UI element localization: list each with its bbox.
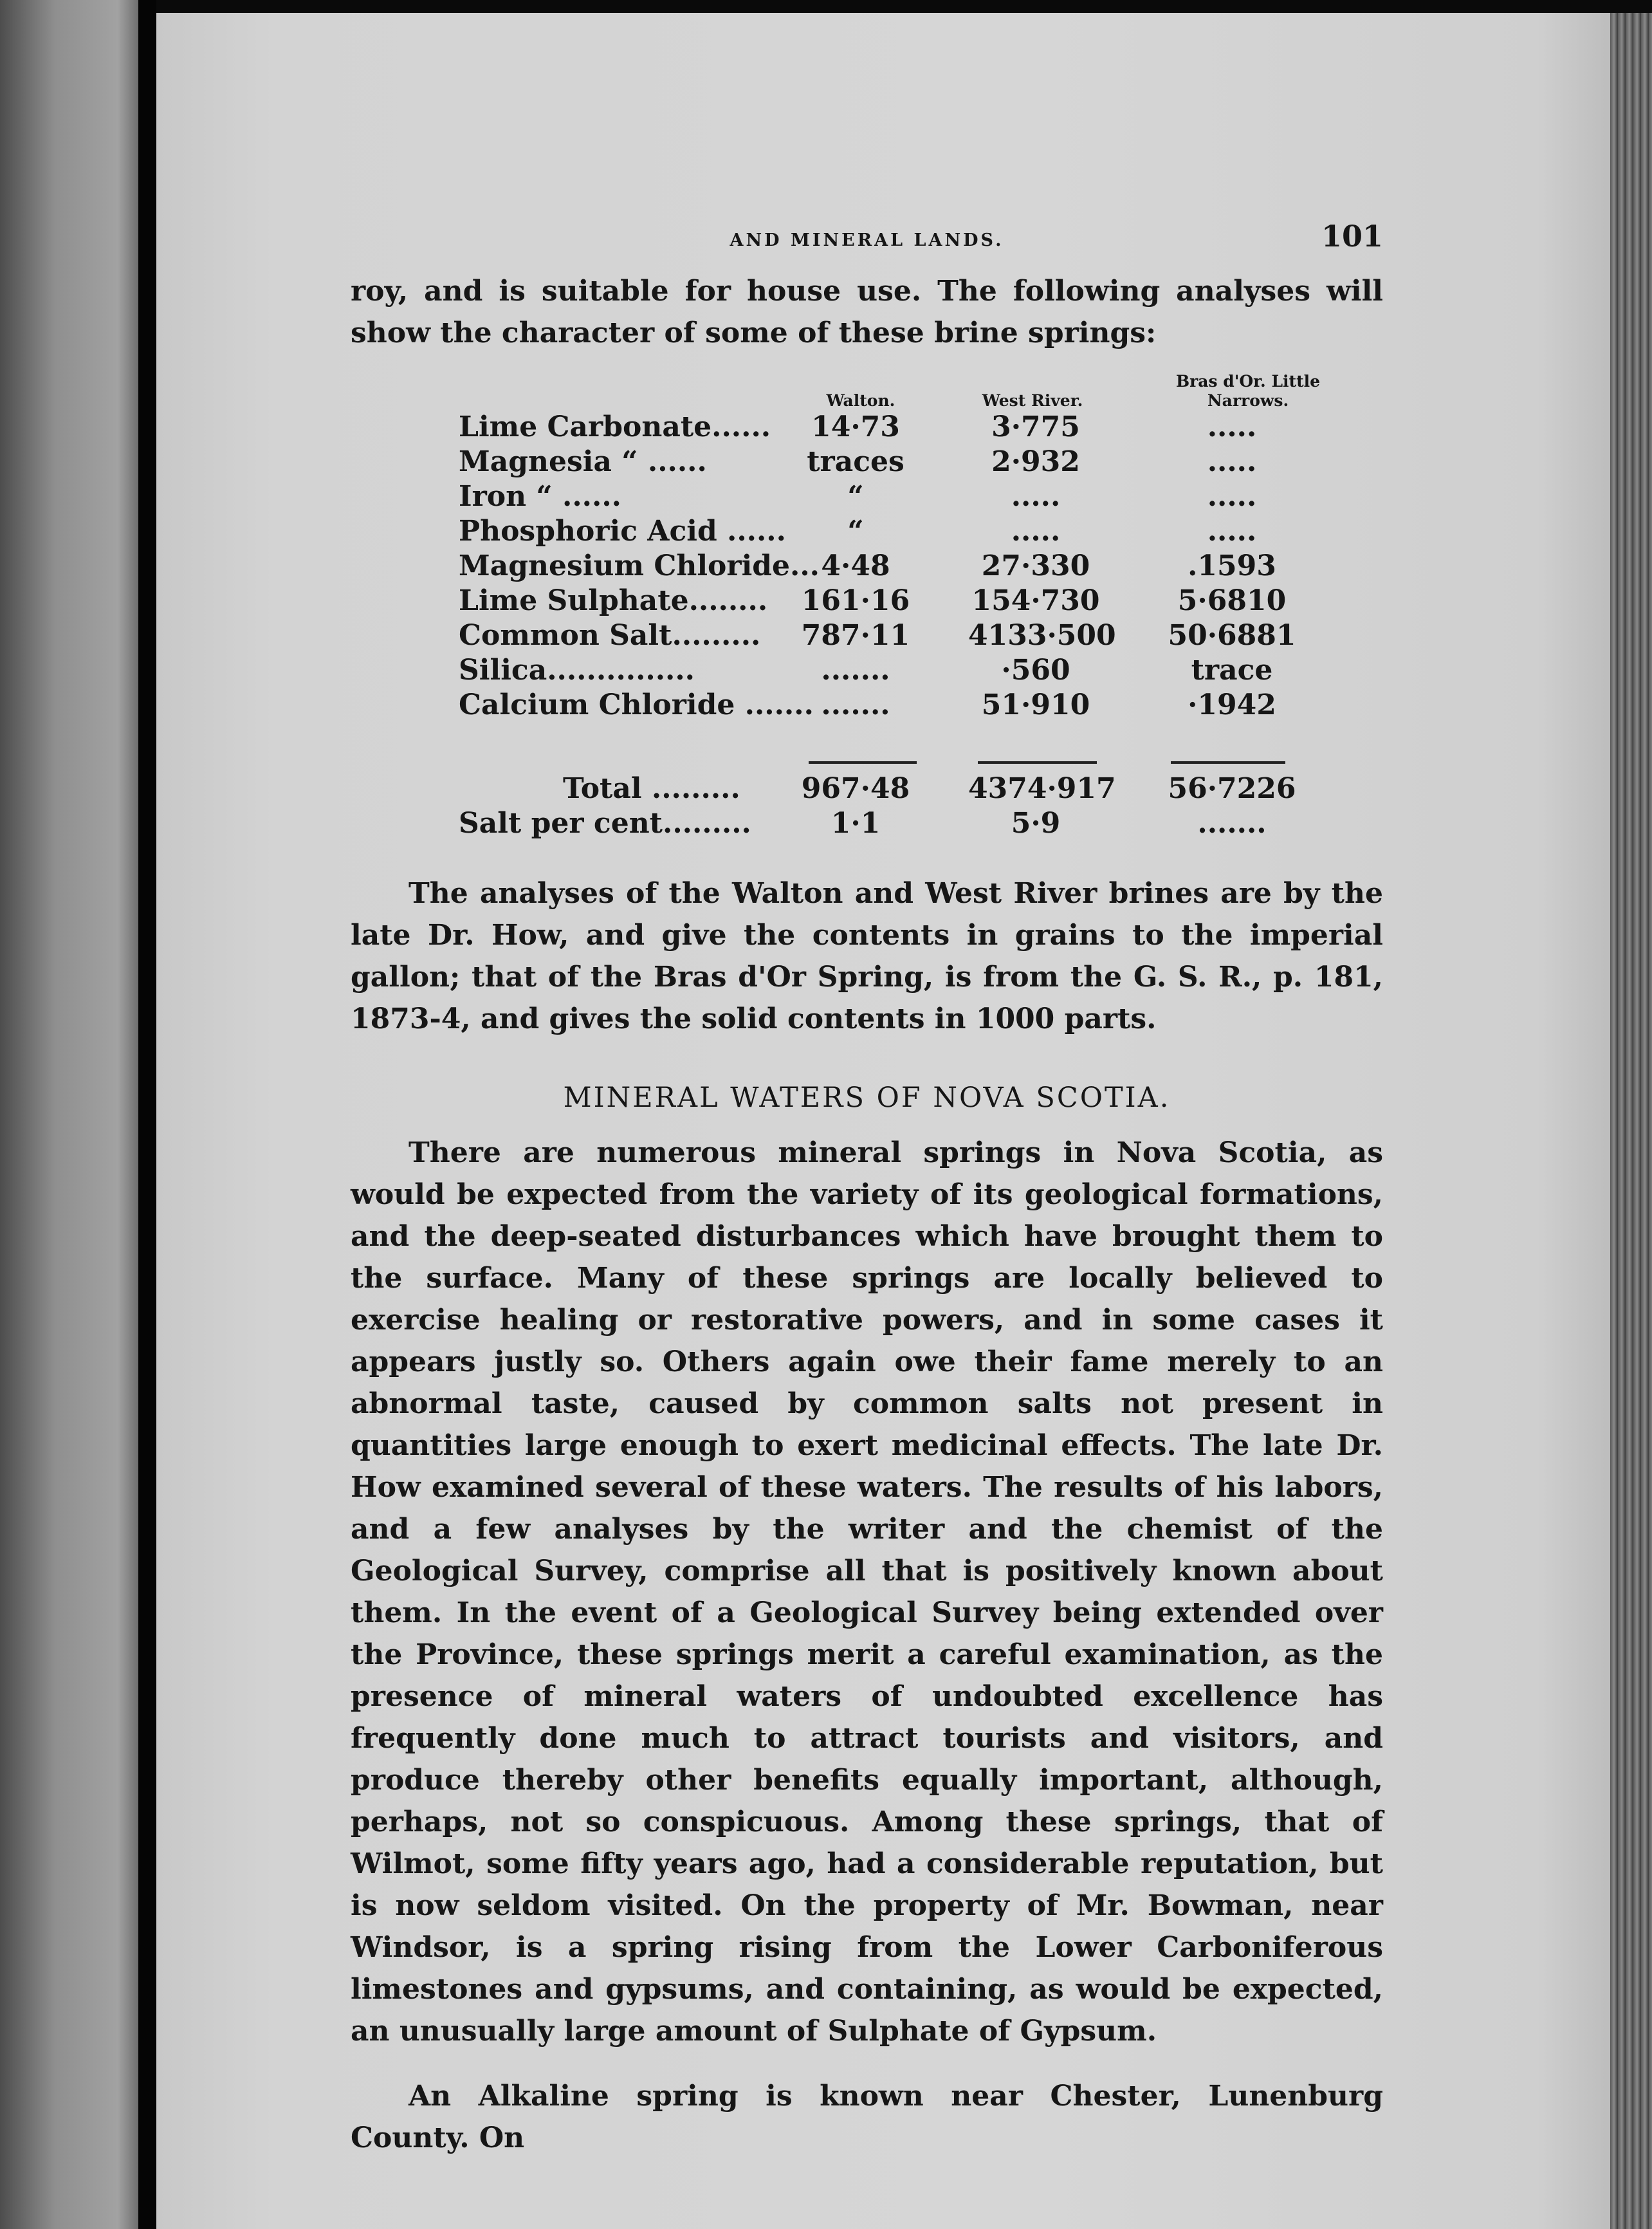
row-label: Magnesium Chloride... <box>459 550 820 582</box>
west-river-value: ·560 <box>1001 654 1070 687</box>
table-row <box>351 689 1383 723</box>
west-river-total: 4374·917 <box>968 772 1116 805</box>
column-header-west-river: West River. <box>982 391 1083 410</box>
bras-dor-value: ..... <box>1207 445 1257 478</box>
west-river-salt-per-cent: 5·9 <box>1011 807 1061 840</box>
sum-rule-bras-dor <box>1171 761 1285 764</box>
column-header-walton: Walton. <box>826 391 895 410</box>
salt-per-cent-label: Salt per cent......... <box>459 807 751 840</box>
bras-dor-value: ..... <box>1207 411 1257 443</box>
west-river-value: 3·775 <box>991 411 1080 443</box>
table-row <box>351 550 1383 584</box>
intro-paragraph: roy, and is suitable for house use. The following analyses will show the character of some of these brine springs: <box>351 275 1383 349</box>
walton-value: 4·48 <box>821 550 890 582</box>
walton-value: 787·11 <box>801 619 910 652</box>
sum-rule-walton <box>809 761 917 764</box>
bras-dor-value: ..... <box>1207 480 1257 513</box>
walton-value: 14·73 <box>811 411 900 443</box>
west-river-value: ..... <box>1011 480 1061 513</box>
table-row <box>351 619 1383 654</box>
total-label: Total ......... <box>563 772 740 805</box>
row-label: Common Salt......... <box>459 619 761 652</box>
west-river-value: 2·932 <box>991 445 1080 478</box>
section-heading: MINERAL WATERS OF NOVA SCOTIA. <box>563 1082 1171 1114</box>
page-content <box>351 219 1383 2159</box>
walton-value: “ <box>847 480 864 513</box>
table-row <box>351 515 1383 550</box>
row-label: Phosphoric Acid ...... <box>459 515 786 548</box>
mineral-waters-paragraph: There are numerous mineral springs in Nova Scotia, as would be expected from the variety of its geological formations, and the deep-seated disturbances which have brought them to the surface. Many of these springs are locally believed to exercise healing or restorative powers, and in some cases it appears justly so. Others again owe their fame merely to an abnormal taste, caused by common salts not present in quantities large enough to exert medicinal effects. The late Dr. How examined several of these waters. The results of his labors, and a few analyses by the writer and the chemist of the Geological Survey, comprise all that is positively known about them. In the event of a Geological Survey being extended over the Province, these springs merit a careful examination, as the presence of mineral waters of undoubted excellence has frequently done much to attract tourists and visitors, and produce thereby other benefits equally important, although, perhaps, not so conspicuous. Among these springs, that of Wilmot, some fifty years ago, had a considerable reputation, but is now seldom visited. On the property of Mr. Bowman, near Windsor, is a spring rising from the Lower Carboniferous limestones and gypsums, and containing, as would be expected, an unusually large amount of Sulphate of Gypsum. <box>351 1136 1383 2048</box>
bras-dor-value: ·1942 <box>1188 689 1276 721</box>
west-river-value: 51·910 <box>981 689 1090 721</box>
column-header-bras-dor: Bras d'Or. Little Narrows. <box>1175 372 1321 410</box>
bras-dor-value: 5·6810 <box>1177 584 1287 617</box>
bras-dor-salt-per-cent: ....... <box>1197 807 1267 840</box>
west-river-value: 4133·500 <box>968 619 1116 652</box>
running-head <box>351 219 1383 270</box>
sum-rule-west-river <box>978 761 1097 764</box>
salt-per-cent-row <box>351 807 1383 842</box>
page-stack-edge <box>1610 13 1652 2229</box>
walton-value: “ <box>847 515 864 548</box>
scan-top-border <box>0 0 1652 13</box>
brine-analysis-table <box>351 359 1383 848</box>
bras-dor-value: trace <box>1191 654 1273 687</box>
total-row <box>351 772 1383 807</box>
walton-salt-per-cent: 1·1 <box>831 807 881 840</box>
row-label: Lime Carbonate...... <box>459 411 771 443</box>
row-label: Magnesia “ ...... <box>459 445 707 478</box>
walton-value: ....... <box>821 689 890 721</box>
bras-dor-value: 50·6881 <box>1168 619 1296 652</box>
row-label: Calcium Chloride ....... <box>459 689 814 721</box>
row-label: Iron “ ...... <box>459 480 621 513</box>
bras-dor-value: ..... <box>1207 515 1257 548</box>
walton-total: 967·48 <box>801 772 910 805</box>
page-number: 101 <box>1321 219 1383 254</box>
final-line: An Alkaline spring is known near Chester, Lunenburg County. On <box>351 2080 1383 2154</box>
book-gutter <box>138 0 156 2229</box>
table-row <box>351 480 1383 515</box>
west-river-value: ..... <box>1011 515 1061 548</box>
row-label: Silica............... <box>459 654 695 687</box>
table-row <box>351 584 1383 619</box>
bras-dor-value: .1593 <box>1188 550 1276 582</box>
west-river-value: 27·330 <box>981 550 1090 582</box>
analyses-note-paragraph: The analyses of the Walton and West River brines are by the late Dr. How, and give the contents in grains to the imperial gallon; that of the Bras d'Or Spring, is from the G. S. R., p. 181, 1873-4, and gives the solid contents in 1000 parts. <box>351 877 1383 1035</box>
walton-value: 161·16 <box>801 584 910 617</box>
table-row <box>351 654 1383 689</box>
running-head-title: AND MINERAL LANDS. <box>730 230 1004 250</box>
west-river-value: 154·730 <box>971 584 1100 617</box>
walton-value: traces <box>807 445 904 478</box>
walton-value: ....... <box>821 654 890 687</box>
bras-dor-total: 56·7226 <box>1168 772 1296 805</box>
table-row <box>351 411 1383 445</box>
facing-page-edge <box>0 0 138 2229</box>
row-label: Lime Sulphate........ <box>459 584 768 617</box>
table-row <box>351 445 1383 480</box>
